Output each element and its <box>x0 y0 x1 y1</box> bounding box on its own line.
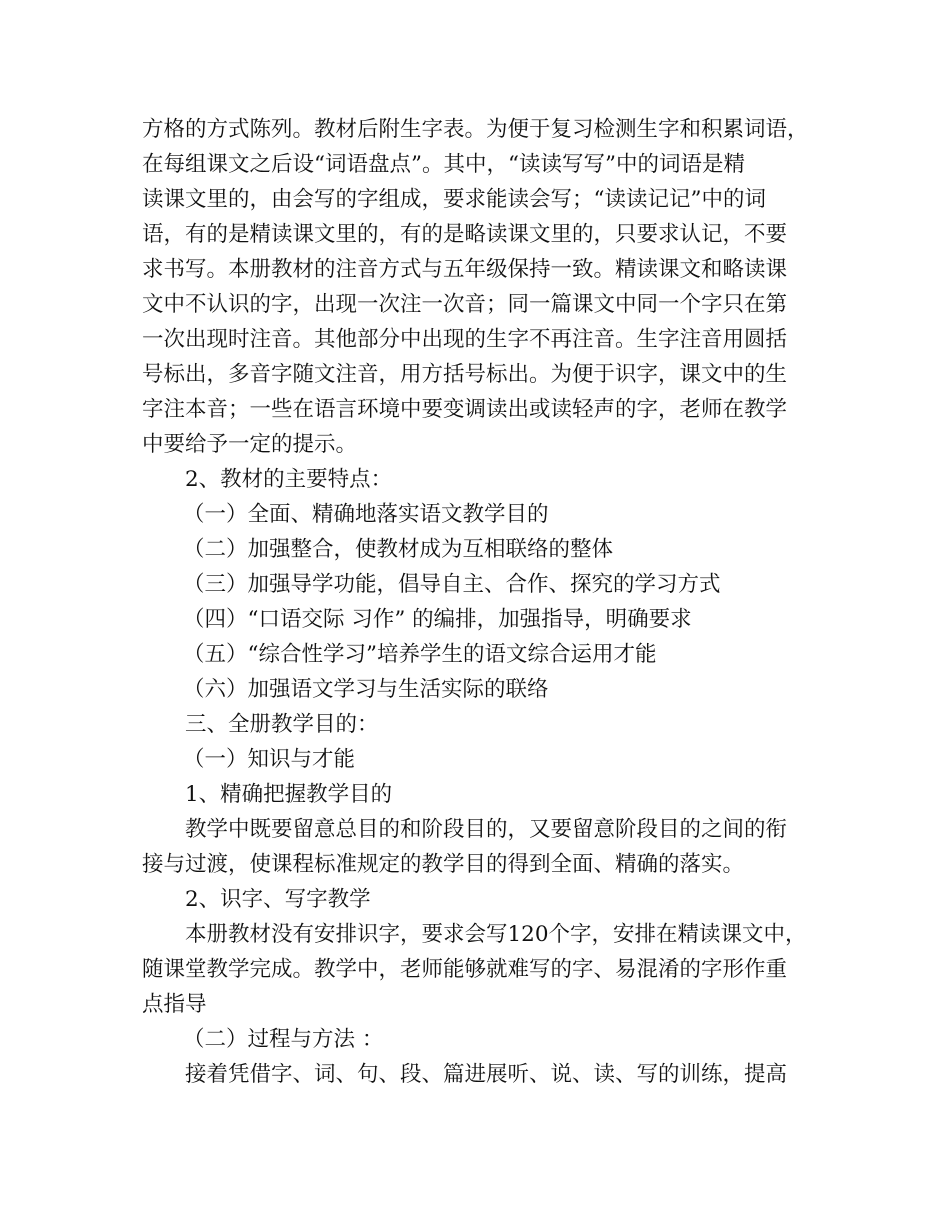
feature-item: （三）加强导学功能，倡导自主、合作、探究的学习方式 <box>183 572 721 597</box>
section-heading: 三、全册教学目的： <box>185 712 379 737</box>
body-text-line: 语，有的是精读课文里的，有的是略读课文里的，只要求认记，不要 <box>142 222 788 247</box>
feature-item: （一）全面、精确地落实语文教学目的 <box>183 502 549 527</box>
feature-item: （六）加强语文学习与生活实际的联络 <box>183 677 549 702</box>
feature-item: （五）“综合性学习”培养学生的语文综合运用才能 <box>183 642 657 667</box>
subsection-heading: （一）知识与才能 <box>183 747 356 772</box>
body-text-line: 字注本音；一些在语言环境中要变调读出或读轻声的字，老师在教学 <box>142 397 788 422</box>
body-text-line: 求书写。本册教材的注音方式与五年级保持一致。精读课文和略读课 <box>142 257 788 282</box>
body-text-line: 接着凭借字、词、句、段、篇进展听、说、读、写的训练，提高 <box>185 1062 788 1087</box>
body-text-line: 教学中既要留意总目的和阶段目的，又要留意阶段目的之间的衔 <box>185 817 788 842</box>
body-text-line: 本册教材没有安排识字，要求会写120个字，安排在精读课文中， <box>185 922 807 947</box>
subsection-heading: （二）过程与方法 ： <box>183 1027 384 1052</box>
body-text-line: 一次出现时注音。其他部分中出现的生字不再注音。生字注音用圆括 <box>142 327 788 352</box>
body-text-line: 点指导 <box>142 992 207 1017</box>
body-text-line: 随课堂教学完成。教学中，老师能够就难写的字、易混淆的字形作重 <box>142 957 788 982</box>
body-text-line: 中要给予一定的提示。 <box>142 432 358 457</box>
body-text-line: 接与过渡，使课程标准规定的教学目的得到全面、精确的落实。 <box>142 852 745 877</box>
feature-item: （二）加强整合，使教材成为互相联络的整体 <box>183 537 614 562</box>
body-text-line: 文中不认识的字，出现一次注一次音；同一篇课文中同一个字只在第 <box>142 292 788 317</box>
body-text-line: 方格的方式陈列。教材后附生字表。为便于复习检测生字和积累词语， <box>142 117 809 142</box>
body-text-line: 在每组课文之后设“词语盘点”。其中，“读读写写”中的词语是精 <box>142 152 745 177</box>
subsection-heading: 1、精确把握教学目的 <box>185 782 393 807</box>
subsection-heading: 2、识字、写字教学 <box>185 887 371 912</box>
body-text-line: 读课文里的，由会写的字组成，要求能读会写；“读读记记”中的词 <box>142 187 766 212</box>
section-heading: 2、教材的主要特点： <box>185 467 393 492</box>
body-text-line: 号标出，多音字随文注音，用方括号标出。为便于识字，课文中的生 <box>142 362 788 387</box>
feature-item: （四）“口语交际 习作” 的编排，加强指导，明确要求 <box>183 607 692 632</box>
